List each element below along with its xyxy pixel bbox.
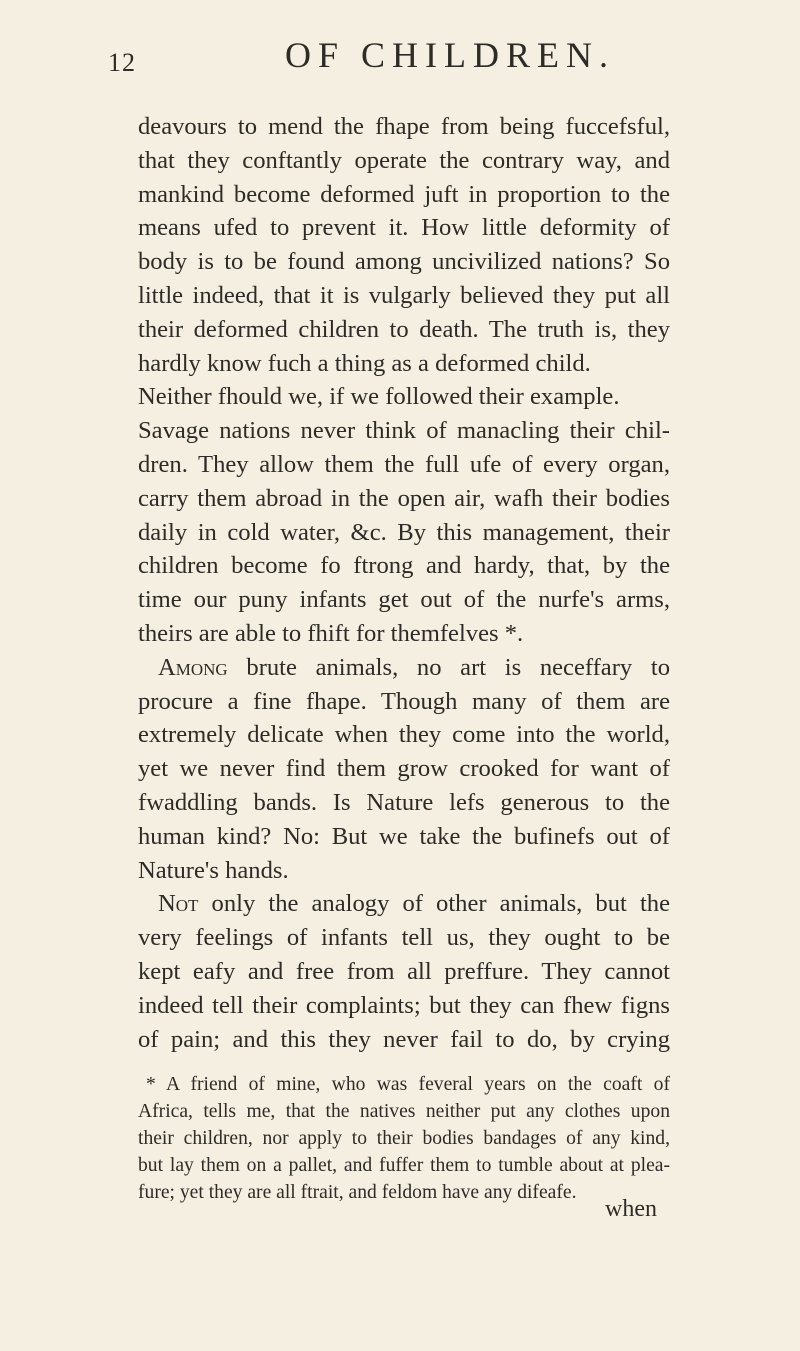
text-line: means ufed to prevent it. How little deformity of — [138, 214, 670, 242]
page-number: 12 — [108, 48, 136, 77]
text-line: Savage nations never think of manacling their chil- — [138, 417, 670, 445]
small-caps-lead: Not — [158, 890, 199, 918]
text-line: fwaddling bands. Is Nature lefs generous to the — [138, 788, 670, 816]
text-line: little indeed, that it is vulgarly believed they put all — [138, 281, 670, 309]
text-line: human kind? No: But we take the bufinefs out of — [138, 822, 670, 850]
text-line: Neither fhould we, if we followed their example. — [138, 383, 620, 411]
text-line: kept eafy and free from all preffure. They cannot — [138, 957, 670, 985]
running-head: OF CHILDREN. — [285, 35, 616, 75]
text-line: of pain; and this they never fail to do, by crying — [138, 1025, 670, 1053]
text-line: daily in cold water, &c. By this management, their — [138, 518, 670, 546]
text-line: Nature's hands. — [138, 856, 289, 884]
text-line: hardly know fuch a thing as a deformed child. — [138, 349, 591, 377]
footnote-line: their children, nor apply to their bodies bandages of any kind, — [138, 1128, 670, 1149]
text-line: deavours to mend the fhape from being fuccefsful, — [138, 113, 670, 140]
paragraph-opening-line — [138, 651, 670, 685]
footnote-line: fure; yet they are all ftrait, and feldom have any difeafe. — [138, 1182, 577, 1203]
footnote-line: Africa, tells me, that the natives neither put any clothes upon — [138, 1101, 670, 1122]
text-line-fragment: only the analogy of other animals, but the — [211, 890, 671, 918]
text-line: body is to be found among uncivilized nations? So — [138, 248, 670, 276]
text-line: extremely delicate when they come into the world, — [138, 721, 670, 749]
footnote — [138, 1071, 670, 1206]
text-line-fragment: brute animals, no art is neceffary to — [246, 653, 670, 681]
text-line: that they conftantly operate the contrary way, and — [138, 146, 670, 174]
text-line: time our puny infants get out of the nurfe's arms, — [138, 586, 670, 614]
small-caps-lead: Among — [158, 653, 228, 681]
text-line: dren. They allow them the full ufe of every organ, — [138, 450, 670, 478]
text-line: theirs are able to fhift for themfelves *. — [138, 619, 524, 647]
footnote-line: * A friend of mine, who was feveral years on the coaft of — [146, 1074, 670, 1095]
text-line: children become fo ftrong and hardy, that, by the — [138, 552, 670, 580]
text-line: procure a fine fhape. Though many of them are — [138, 687, 670, 715]
catchword: when — [605, 1196, 657, 1222]
text-line: indeed tell their complaints; but they can fhew figns — [138, 991, 670, 1019]
text-line: their deformed children to death. The truth is, they — [138, 315, 670, 343]
text-line: very feelings of infants tell us, they ought to be — [138, 924, 670, 952]
footnote-line: but lay them on a pallet, and fuffer them to tumble about at plea- — [138, 1155, 670, 1176]
text-line: mankind become deformed juft in proportion to the — [138, 180, 670, 208]
body-text — [138, 110, 670, 1056]
paragraph-opening-line — [138, 887, 670, 921]
text-line: carry them abroad in the open air, wafh their bodies — [138, 484, 670, 512]
text-line: yet we never find them grow crooked for want of — [138, 755, 670, 783]
